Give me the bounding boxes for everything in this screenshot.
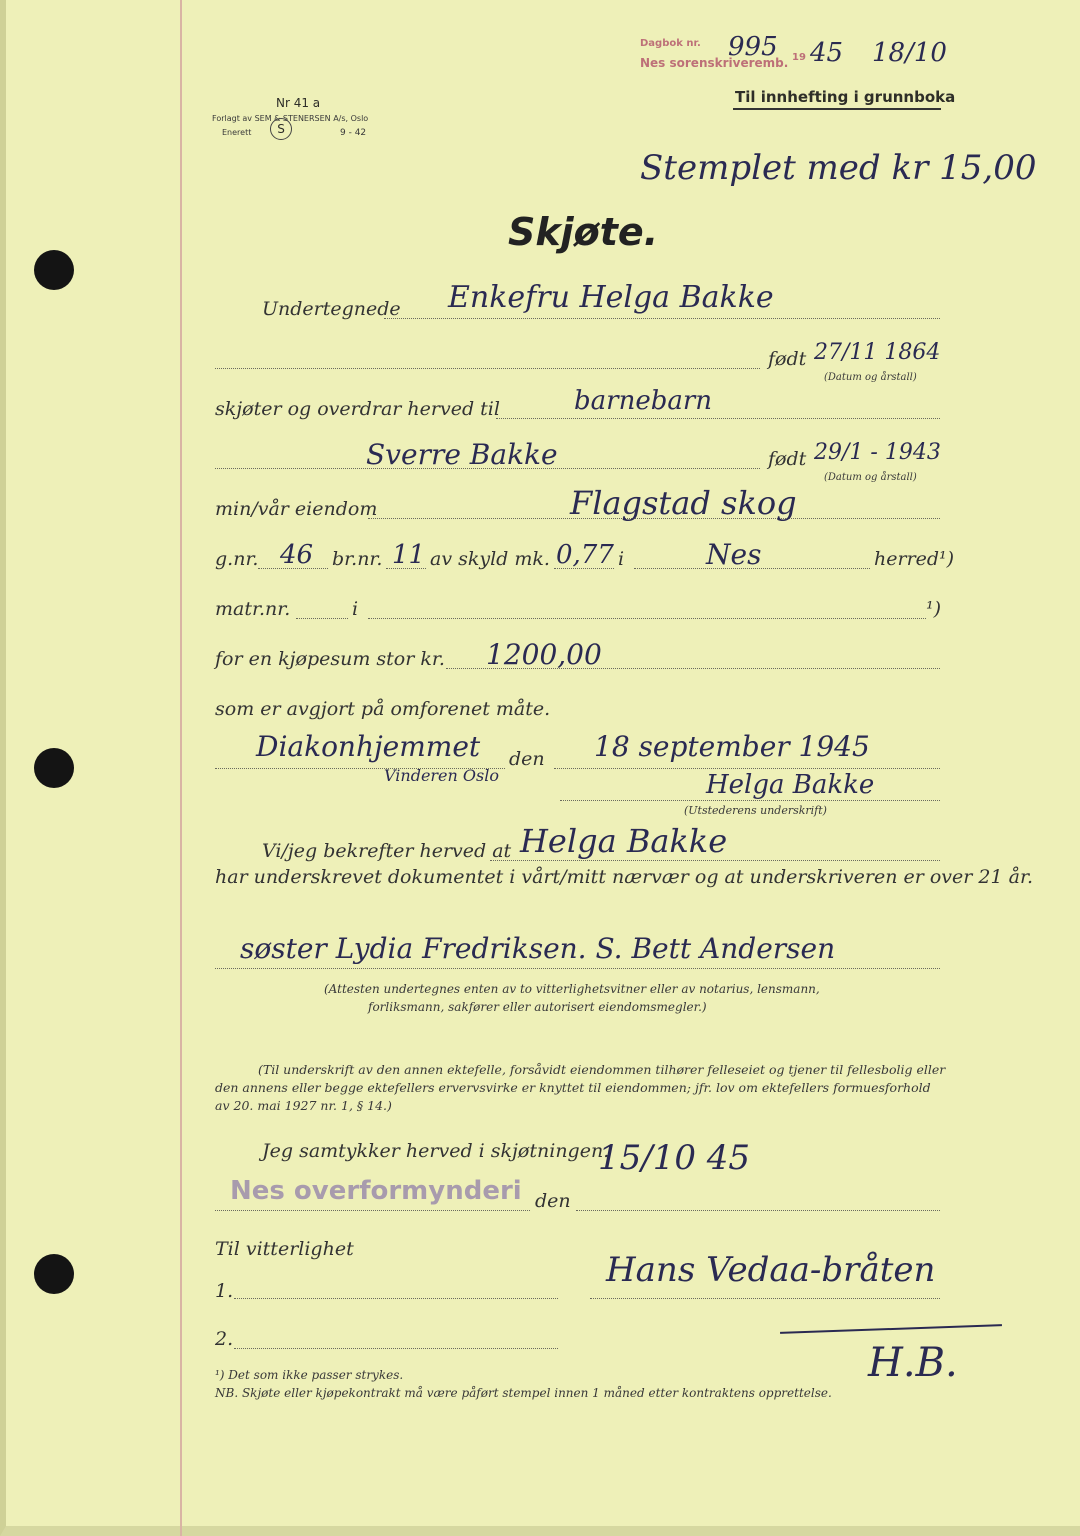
signing-den-label: den — [509, 748, 545, 770]
stamp-fee-note: Stemplet med kr 15,00 — [640, 148, 1037, 188]
witness-2-number: 2. — [215, 1328, 234, 1350]
signing-place-sub: Vinderen Oslo — [384, 766, 499, 785]
attesting-witnesses: søster Lydia Fredriksen. S. Bett Andersen — [240, 932, 836, 965]
gnr-label: g.nr. — [215, 548, 259, 570]
signature-line — [560, 800, 940, 801]
binder-hole-bottom — [34, 1254, 74, 1294]
consent-den-label: den — [535, 1190, 571, 1212]
price-label: for en kjøpesum stor kr. — [215, 648, 445, 670]
footnote-2: NB. Skjøte eller kjøpekontrakt må være påført stempel innen 1 måned etter kontraktens opprettelse. — [215, 1386, 832, 1400]
attestation-note-1: (Attesten undertegnes enten av to vitterlighetsvitner eller av notarius, lensmann, — [324, 982, 820, 996]
signing-date-line — [554, 768, 940, 769]
spouse-note-1: (Til underskrift av den annen ektefelle, forsåvidt eiendommen tilhører felleseiet og tjener til fellesbolig eller — [258, 1062, 946, 1077]
bnr-value: 11 — [392, 540, 426, 570]
overformynderi-stamp: Nes overformynderi — [230, 1176, 522, 1206]
issuer-signature: Helga Bakke — [706, 770, 875, 800]
stamp-year-prefix: 19 — [792, 52, 806, 63]
buyer-name: Sverre Bakke — [366, 438, 558, 471]
gnr-value: 46 — [280, 540, 314, 570]
settled-text: som er avgjort på omforenet måte. — [215, 698, 551, 720]
publisher-date: 9 - 42 — [340, 128, 367, 138]
consent-date: 15/10 45 — [598, 1138, 751, 1178]
price-value: 1200,00 — [486, 638, 602, 671]
attestation-note-2: forliksmann, sakfører eller autorisert eiendomsmegler.) — [368, 1000, 707, 1014]
consent-date-line — [576, 1210, 940, 1211]
filing-note-underline — [733, 108, 941, 110]
signing-place: Diakonhjemmet — [256, 730, 481, 763]
seller-born-value: 27/11 1864 — [814, 340, 941, 365]
filing-note: Til innhefting i grunnboka — [735, 88, 956, 106]
confirmation-line — [490, 860, 940, 861]
witness-1-line — [234, 1298, 558, 1299]
stamp-office: Nes sorenskriveremb. — [640, 56, 789, 70]
buyer-born-value: 29/1 - 1943 — [814, 440, 941, 465]
witness-label: Til vitterlighet — [215, 1238, 354, 1260]
buyer-born-hint: (Datum og årstall) — [824, 472, 917, 483]
herred-value: Nes — [706, 538, 762, 571]
skyld-label: av skyld mk. — [430, 548, 550, 570]
seller-born-label: født — [768, 348, 807, 370]
footnote-1: ¹) Det som ikke passer strykes. — [215, 1368, 404, 1382]
matr-line — [296, 618, 348, 619]
publisher-line: Forlagt av SEM & STENERSEN A/s, Oslo — [212, 114, 369, 123]
consent-signature-line — [590, 1298, 940, 1299]
undersigned-label: Undertegnede — [262, 298, 401, 320]
matr-i-line — [368, 618, 926, 619]
binder-hole-top — [34, 250, 74, 290]
spouse-note-2: den annens eller begge ektefellers ervervsvirke er knyttet til eiendommen; jfr. lov om ektefellers formuesforhold — [215, 1080, 931, 1095]
property-name: Flagstad skog — [570, 484, 797, 522]
consent-label: Jeg samtykker herved i skjøtningen. — [262, 1140, 610, 1162]
publisher-enerett: Enerett — [222, 128, 252, 137]
registration-year: 45 — [810, 38, 844, 68]
transfer-label: skjøter og overdrar herved til — [215, 398, 500, 420]
signing-date: 18 september 1945 — [594, 730, 870, 763]
seller-born-hint: (Datum og årstall) — [824, 372, 917, 383]
form-number: Nr 41 a — [276, 96, 321, 110]
witness-1-number: 1. — [215, 1280, 234, 1302]
signature-caption: (Utstederens underskrift) — [684, 804, 827, 817]
matr-label: matr.nr. — [215, 598, 291, 620]
skyld-value: 0,77 — [556, 540, 614, 570]
spouse-note-3: av 20. mai 1927 nr. 1, § 14.) — [215, 1098, 392, 1113]
transfer-value: barnebarn — [574, 386, 713, 416]
witness-2-line — [234, 1348, 558, 1349]
consent-signature: Hans Vedaa-bråten — [606, 1250, 936, 1290]
transfer-line — [496, 418, 940, 419]
undersigned-value: Enkefru Helga Bakke — [448, 280, 774, 315]
skyld-i-label: i — [618, 548, 625, 570]
matr-i-label: i — [352, 598, 359, 620]
matr-suffix: ¹) — [926, 598, 942, 620]
undersigned-line — [384, 318, 940, 319]
blank-line-1 — [215, 368, 760, 369]
stamp-dagbok: Dagbok nr. — [640, 38, 701, 49]
document-title: Skjøte. — [508, 210, 659, 254]
confirmation-name: Helga Bakke — [520, 822, 728, 860]
witness-initials: H.B. — [868, 1340, 958, 1386]
confirmation-statement: har underskrevet dokumentet i vårt/mitt nærvær og at underskriveren er over 21 år. — [215, 866, 1033, 888]
witness-signature-line — [215, 968, 940, 969]
registration-date: 18/10 — [872, 38, 947, 68]
consent-place-line — [215, 1210, 530, 1211]
buyer-born-label: født — [768, 448, 807, 470]
registration-number: 995 — [728, 32, 778, 62]
property-label: min/vår eiendom — [215, 498, 378, 520]
binder-hole-middle — [34, 748, 74, 788]
confirmation-label: Vi/jeg bekrefter herved at — [262, 840, 512, 862]
herred-label: herred¹) — [874, 548, 955, 570]
publisher-logo: S — [270, 118, 292, 140]
margin-line — [180, 0, 182, 1536]
bnr-label: br.nr. — [332, 548, 383, 570]
